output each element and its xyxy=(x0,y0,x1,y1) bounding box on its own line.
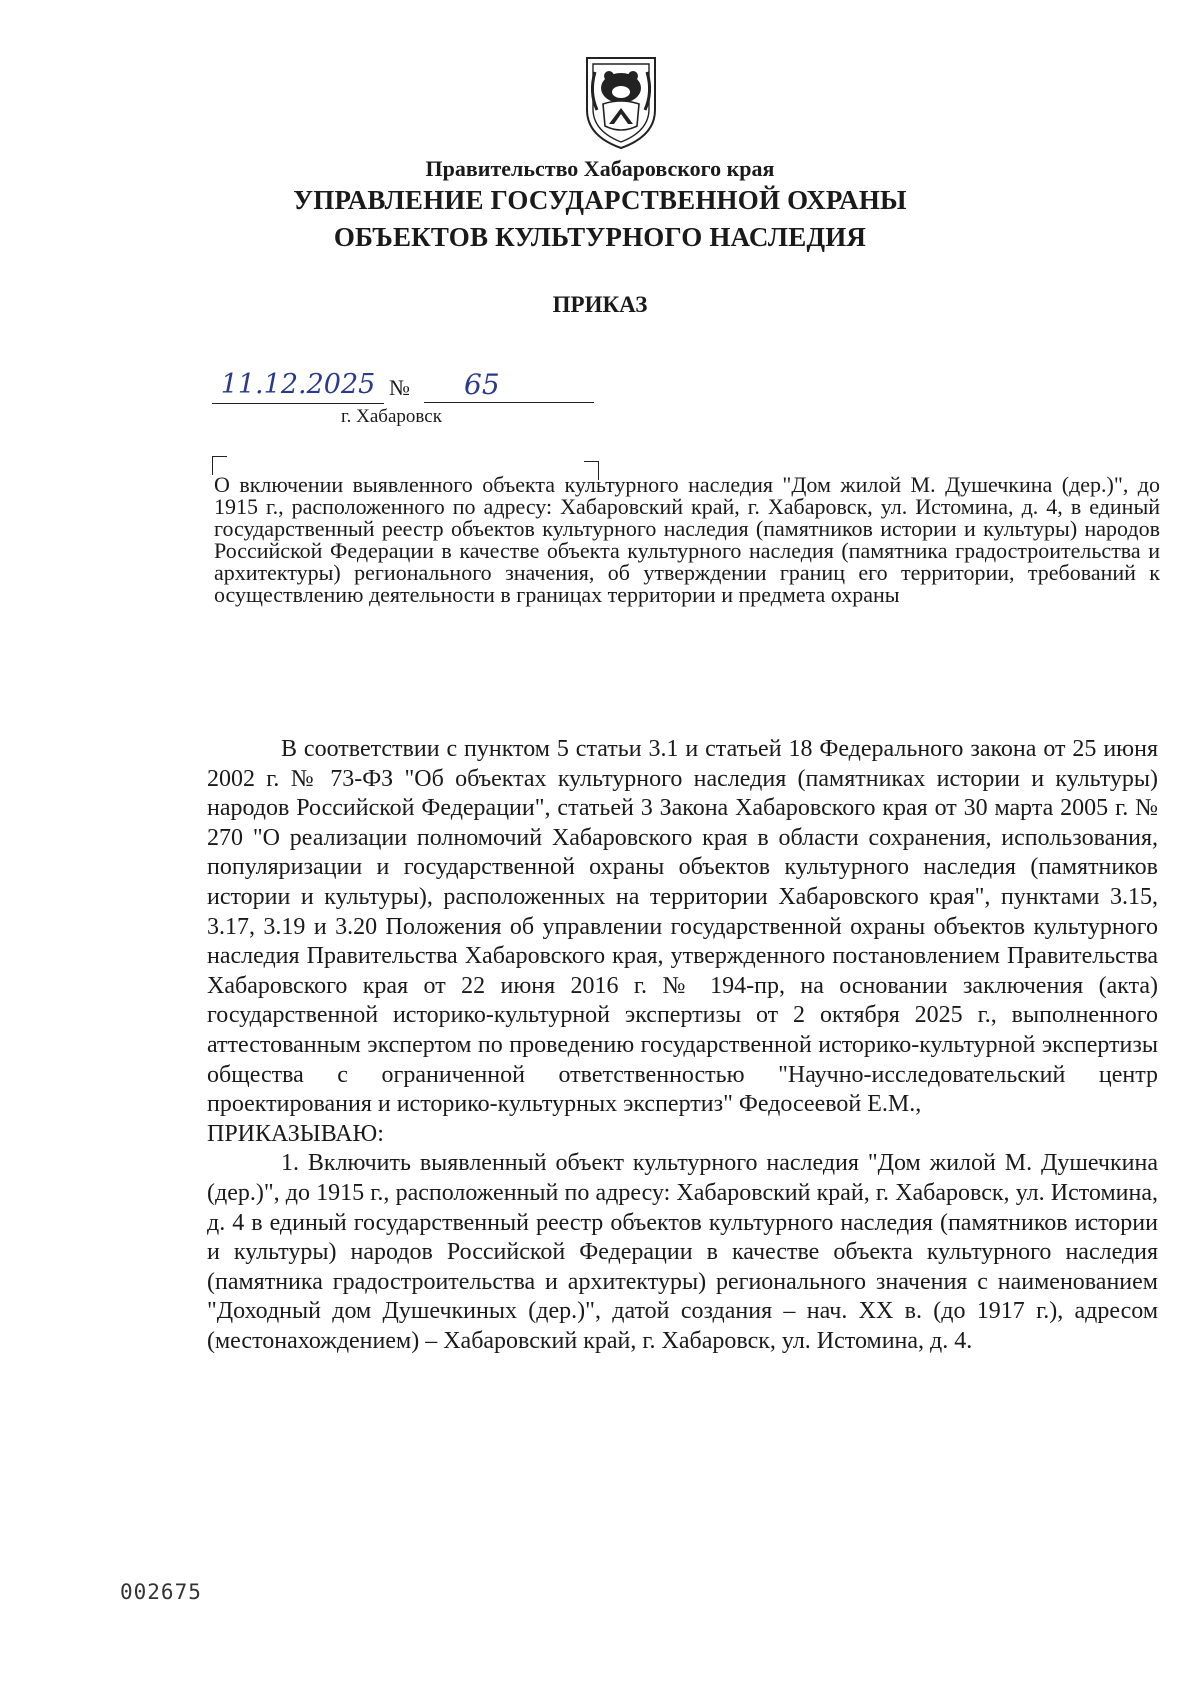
department-name-line1: УПРАВЛЕНИЕ ГОСУДАРСТВЕННОЙ ОХРАНЫ xyxy=(293,185,907,215)
order-number-field: 65 xyxy=(424,367,594,403)
order-body xyxy=(207,735,1158,1356)
preamble-paragraph: В соответствии с пунктом 5 статьи 3.1 и статьей 18 Федерального закона от 25 июня 2002 г. № 73-ФЗ "Об объектах культурного наследия (памятниках истории и культуры) народов Российской Федерации", статьей 3 Закона Хабаровского края от 30 марта 2005 г. № 270 "О реализации полномочий Хабаровского края в области сохранения, использования, популяризации и государственной охраны объектов культурного наследия (памятников истории и культуры), расположенных на территории Хабаровского края", пунктами 3.15, 3.17, 3.19 и 3.20 Положения об управлении государственной охраны объектов культурного наследия Правительства Хабаровского края, утвержденного постановлением Правительства Хабаровского края от 22 июня 2016 г. № 194-пр, на основании заключения (акта) государственной историко-культурной экспертизы от 2 октября 2025 г., выполненного аттестованным экспертом по проведению государственной историко-культурной экспертизы общества с ограниченной ответственностью "Научно-исследовательский центр проектирования и историко-культурных экспертиз" Федосеевой Е.М., xyxy=(207,736,1158,1118)
order-item-1: 1. Включить выявленный объект культурного наследия "Дом жилой М. Душечкина (дер.)", до 1915 г., расположенный по адресу: Хабаровский край, г. Хабаровск, ул. Истомина, д. 4 в единый государственный реестр объектов культурного наследия (памятников истории и культуры) народов Российской Федерации в качестве объекта культурного наследия (памятника градостроительства и архитектуры) регионального значения с наименованием "Доходный дом Душечкиных (дер.)", датой создания – нач. XX в. (до 1917 г.), адресом (местонахождением) – Хабаровский край, г. Хабаровск, ул. Истомина, д. 4. xyxy=(207,1150,1158,1354)
government-name: Правительство Хабаровского края xyxy=(425,156,775,181)
coat-of-arms-icon xyxy=(573,52,669,152)
document-type-title: ПРИКАЗ xyxy=(552,292,648,317)
order-date-field: 11.12.2025 xyxy=(212,367,384,404)
city-label: г. Хабаровск xyxy=(341,406,442,427)
serial-number: 002675 xyxy=(120,1580,202,1604)
department-name-line2: ОБЪЕКТОВ КУЛЬТУРНОГО НАСЛЕДИЯ xyxy=(333,222,867,252)
number-sign: № xyxy=(389,375,410,400)
order-directive: ПРИКАЗЫВАЮ: xyxy=(207,1120,384,1147)
order-subject: О включении выявленного объекта культурного наследия "Дом жилой М. Душечкина (дер.)", до 1915 г., расположенного по адресу: Хабаровский край, г. Хабаровск, ул. Истомина, д. 4, в единый государственный реестр объектов культурного наследия (памятников истории и культуры) народов Российской Федерации в качестве объекта культурного наследия (памятника градостроительства и архитектуры) регионального значения, об утверждении границ его территории, требований к осуществлению деятельности в границах территории и предмета охраны xyxy=(214,472,1160,607)
